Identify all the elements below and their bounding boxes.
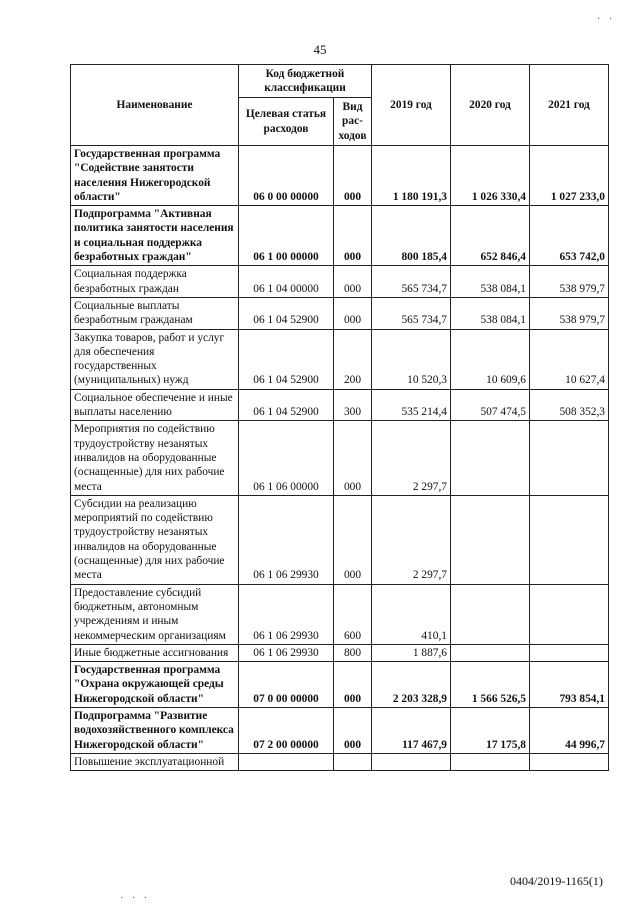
row-name: Закупка товаров, работ и услуг для обеспечения государственных (муниципальных) нужд [71,329,239,389]
table-row [71,206,609,266]
row-target-article: 07 0 00 00000 [239,662,334,708]
row-value-2021 [530,584,609,644]
table-row [71,146,609,206]
row-target-article: 06 1 04 00000 [239,266,334,298]
budget-table [70,64,609,771]
scan-marks-bottom: · · · [120,893,150,904]
row-value-2019: 535 214,4 [372,389,451,421]
row-value-2020: 652 846,4 [451,206,530,266]
row-value-2020: 507 474,5 [451,389,530,421]
row-value-2021: 508 352,3 [530,389,609,421]
row-name: Мероприятия по содействию трудоустройству незанятых инвалидов на оборудованные (оснащенные) для них рабочие места [71,421,239,495]
row-name: Социальная поддержка безработных граждан [71,266,239,298]
row-expense-kind: 300 [334,389,372,421]
row-value-2021 [530,753,609,770]
document-code: 0404/2019-1165(1) [510,874,603,888]
row-value-2021 [530,495,609,584]
row-target-article: 06 1 00 00000 [239,206,334,266]
row-expense-kind: 000 [334,206,372,266]
row-value-2019: 410,1 [372,584,451,644]
header-target-article: Целевая статья расходов [239,98,334,146]
row-value-2020 [451,421,530,495]
row-target-article: 06 1 06 29930 [239,495,334,584]
row-target-article: 06 1 04 52900 [239,297,334,329]
row-value-2020: 1 026 330,4 [451,146,530,206]
row-value-2020: 1 566 526,5 [451,662,530,708]
row-value-2019: 2 297,7 [372,421,451,495]
row-value-2020: 10 609,6 [451,329,530,389]
row-target-article: 06 0 00 00000 [239,146,334,206]
row-expense-kind: 000 [334,495,372,584]
row-value-2020 [451,644,530,661]
row-target-article: 06 1 06 29930 [239,644,334,661]
row-value-2019: 565 734,7 [372,266,451,298]
table-row [71,707,609,753]
table-header [71,65,609,146]
row-name: Социальные выплаты безработным гражданам [71,297,239,329]
row-expense-kind: 600 [334,584,372,644]
row-expense-kind: 000 [334,297,372,329]
row-name: Подпрограмма "Развитие водохозяйственного комплекса Нижегородской области" [71,707,239,753]
row-target-article [239,753,334,770]
row-value-2021: 44 996,7 [530,707,609,753]
row-value-2020: 538 084,1 [451,266,530,298]
header-year-2021: 2021 год [530,65,609,146]
row-target-article: 06 1 06 29930 [239,584,334,644]
row-value-2019: 800 185,4 [372,206,451,266]
row-value-2021 [530,421,609,495]
row-expense-kind: 000 [334,707,372,753]
row-value-2021 [530,644,609,661]
table-row [71,421,609,495]
row-value-2019: 117 467,9 [372,707,451,753]
row-expense-kind: 000 [334,146,372,206]
table-row [71,495,609,584]
row-value-2019: 10 520,3 [372,329,451,389]
row-value-2019 [372,753,451,770]
row-value-2019: 1 887,6 [372,644,451,661]
row-name: Предоставление субсидий бюджетным, автономным учреждениям и иным некоммерческим организациям [71,584,239,644]
row-value-2021: 1 027 233,0 [530,146,609,206]
header-name: Наименование [71,65,239,146]
row-expense-kind: 800 [334,644,372,661]
header-budget-code-group: Код бюджетной классификации [239,65,372,98]
row-name: Подпрограмма "Активная политика занятости населения и социальная поддержка безработных граждан" [71,206,239,266]
row-value-2020 [451,753,530,770]
table-row [71,753,609,770]
row-target-article: 06 1 06 00000 [239,421,334,495]
header-year-2020: 2020 год [451,65,530,146]
row-expense-kind [334,753,372,770]
row-expense-kind: 000 [334,266,372,298]
row-name: Иные бюджетные ассигнования [71,644,239,661]
page-number: 45 [313,42,327,57]
row-value-2019: 565 734,7 [372,297,451,329]
header-expense-kind: Вид рас-ходов [334,98,372,146]
row-expense-kind: 200 [334,329,372,389]
table-row [71,584,609,644]
table-body [71,146,609,771]
table-row [71,297,609,329]
header-year-2019: 2019 год [372,65,451,146]
row-value-2021: 10 627,4 [530,329,609,389]
row-expense-kind: 000 [334,662,372,708]
row-target-article: 07 2 00 00000 [239,707,334,753]
row-value-2020: 538 084,1 [451,297,530,329]
row-value-2020 [451,495,530,584]
row-name: Повышение эксплуатационной [71,753,239,770]
table-row [71,329,609,389]
row-value-2019: 2 203 328,9 [372,662,451,708]
row-value-2020 [451,584,530,644]
row-value-2021: 538 979,7 [530,266,609,298]
row-value-2021: 538 979,7 [530,297,609,329]
row-expense-kind: 000 [334,421,372,495]
row-value-2019: 2 297,7 [372,495,451,584]
row-name: Субсидии на реализацию мероприятий по содействию трудоустройству незанятых инвалидов на оборудованные (оснащенные) для них рабочие места [71,495,239,584]
row-value-2021: 793 854,1 [530,662,609,708]
row-value-2021: 653 742,0 [530,206,609,266]
row-target-article: 06 1 04 52900 [239,389,334,421]
row-target-article: 06 1 04 52900 [239,329,334,389]
table-row [71,662,609,708]
scan-marks: · · [597,14,616,25]
row-name: Социальное обеспечение и иные выплаты населению [71,389,239,421]
row-value-2019: 1 180 191,3 [372,146,451,206]
row-value-2020: 17 175,8 [451,707,530,753]
row-name: Государственная программа "Содействие занятости населения Нижегородской области" [71,146,239,206]
table-row [71,644,609,661]
row-name: Государственная программа "Охрана окружающей среды Нижегородской области" [71,662,239,708]
table-row [71,389,609,421]
table-row [71,266,609,298]
